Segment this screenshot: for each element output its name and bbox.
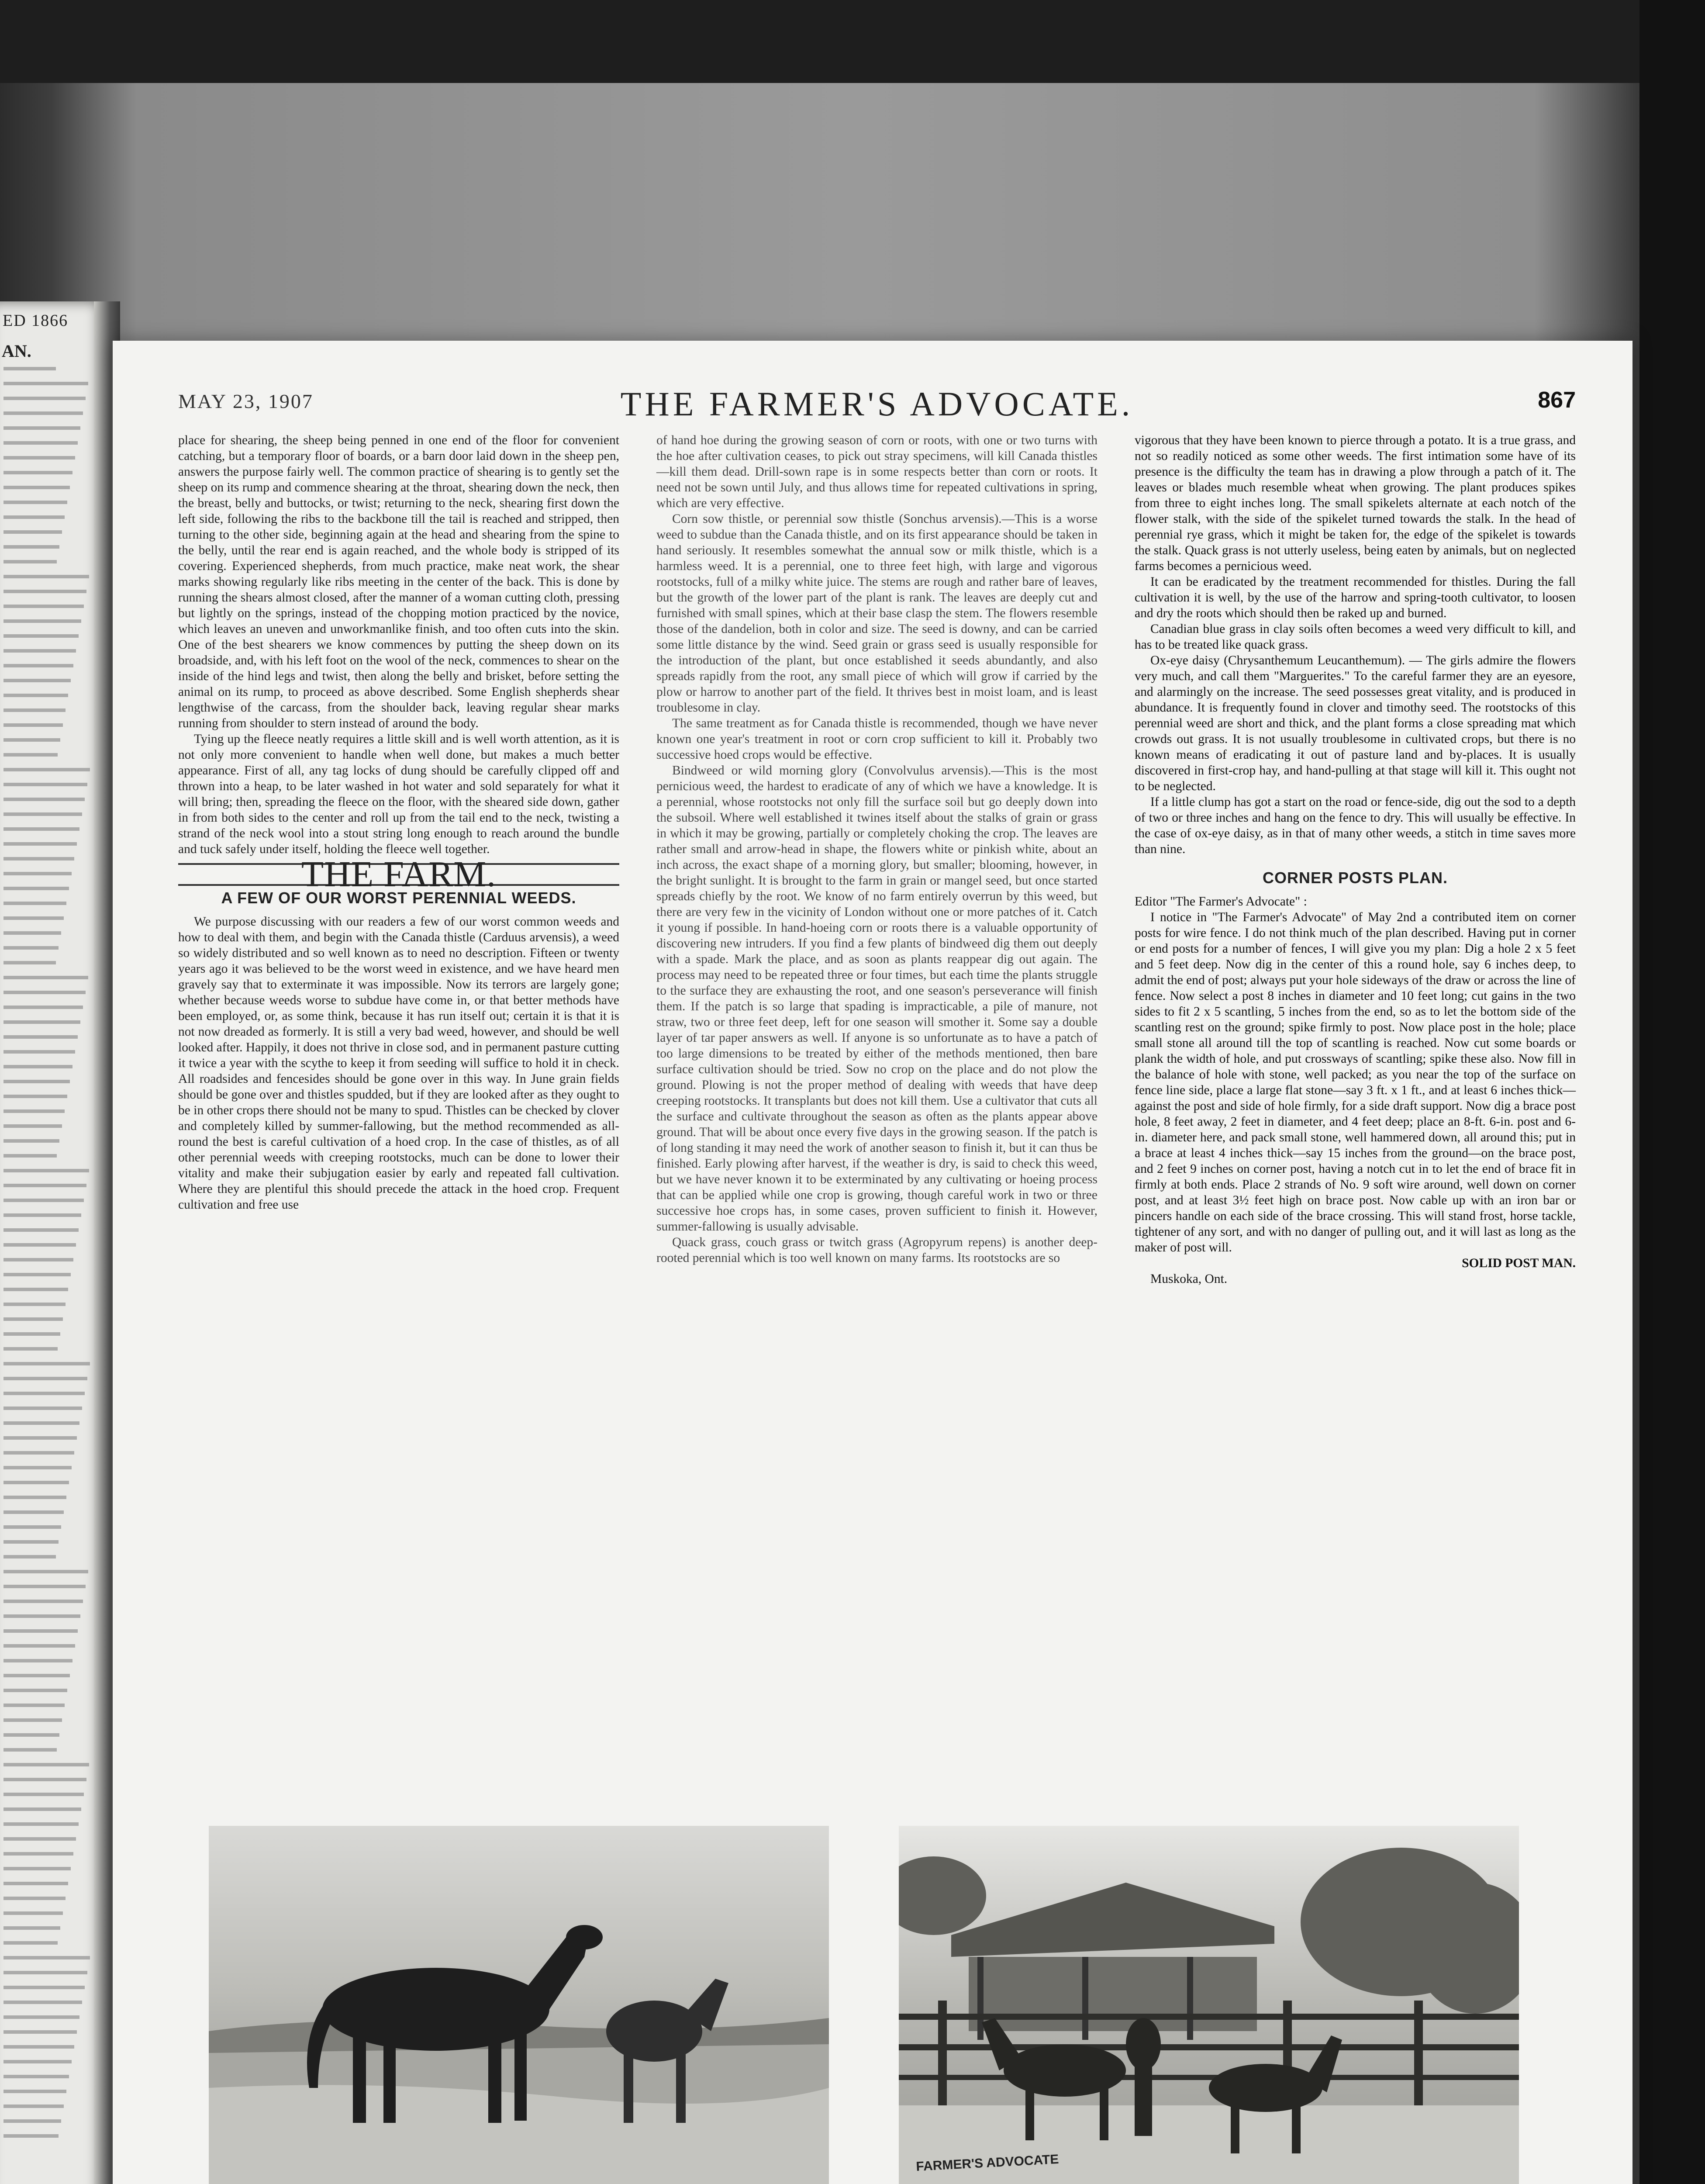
facing-page-text-line <box>3 1882 68 1885</box>
facing-page-text-line <box>3 367 56 370</box>
facing-page-text-line <box>3 1659 72 1662</box>
facing-page-text-line <box>3 1199 84 1202</box>
facing-page-text-line <box>3 872 72 875</box>
facing-page-text-line <box>3 1377 87 1380</box>
facing-page-text-line <box>3 2060 72 2063</box>
facing-page-text-line <box>3 1109 65 1113</box>
facing-page-text-line <box>3 486 70 489</box>
facing-page-text-line <box>3 1763 89 1766</box>
facing-page-text-line <box>3 1303 66 1306</box>
scan-right-edge <box>1639 0 1705 2184</box>
facing-page-text-line <box>3 1570 88 1573</box>
facing-page-text-line <box>3 738 60 742</box>
facing-page-text-line <box>3 1793 84 1796</box>
facing-page-text-line <box>3 1466 72 1469</box>
facing-page-text-line <box>3 1020 80 1024</box>
alberta-hackneys-photo <box>209 1826 829 2184</box>
facing-page-text-line <box>3 1317 63 1321</box>
facing-page-text-line <box>3 1926 60 1930</box>
facing-page-text-line <box>3 1496 66 1499</box>
facing-page-text-line <box>3 1169 89 1172</box>
facing-page-text-line <box>3 1644 75 1648</box>
facing-page-header: ED 1866 <box>3 311 69 330</box>
facing-page-text-line <box>3 2090 66 2093</box>
facing-page-text-line <box>3 1911 63 1915</box>
newspaper-page <box>113 341 1633 2184</box>
facing-page-text-line <box>3 1733 59 1737</box>
blue-grass-paragraph: Canadian blue grass in clay soils often becomes a weed very difficult to kill, and has to be treated like quack grass. <box>1135 622 1576 652</box>
facing-page-text-line <box>3 1837 76 1841</box>
facing-page-title: AN. <box>2 341 31 361</box>
facing-page-text-line <box>3 619 81 623</box>
facing-page-text-line <box>3 768 90 771</box>
eradication-paragraph: It can be eradicated by the treatment recommended for thistles. During the fall cultivation it is well, by the use of the harrow and spring-tooth cultivator, to loosen and dry the roots which should then be raked up and burned. <box>1135 575 1576 620</box>
facing-page-text-line <box>3 634 79 638</box>
facing-page-text-line <box>3 902 66 905</box>
facing-page-text-line <box>3 545 59 549</box>
corner-posts-heading: CORNER POSTS PLAN. <box>1262 869 1448 887</box>
photo-watermark: FARMER'S ADVOCATE <box>915 2152 1060 2174</box>
issue-date: MAY 23, 1907 <box>178 390 314 412</box>
clump-paragraph: If a little clump has got a start on the road or fence-side, dig out the sod to a depth of two or three inches and hang on the fence to dry. This will usually be effective. In the case of ox-eye daisy, as in that of many other weeds, a stitch in time saves more than nine. <box>1135 795 1576 856</box>
page-number: 867 <box>1538 387 1576 413</box>
facing-page-text-line <box>3 1897 66 1900</box>
facing-page-text-line <box>3 1941 58 1945</box>
facing-page-text-line <box>3 471 72 474</box>
facing-page-text-line <box>3 1674 70 1677</box>
facing-page-text-line <box>3 1525 61 1529</box>
weeds-intro-paragraph: We purpose discussing with our readers a few of our worst common weeds and how to deal with them, and begin with the Canada thistle (Carduus arvensis), a weed so widely distributed and so well known as to need no description. Fifteen or twenty years ago it was believed to be the worst weed in existence, and we have heard men gravely say that to exterminate it was impossible. Now its terrors are largely gone; whether because weeds worse to subdue have come in, or that better methods have been employed, or, as some think, because it has run itself out; certain it is that it is not now dreaded as formerly. It is still a very bad weed, however, and should be well looked after. Happily, it does not thrive in close sod, and in permanent pasture cutting it twice a year with the scythe to keep it from seeding will suffice to hold it in check. All roadsides and fencesides should be gone over in this way. In June grain fields should be gone over and thistles spudded, but if they are looked after as they ought to be in other crops there should not be many to spud. Thistles can be checked by clover and completely killed by summer-fallowing, but the method recommended as all-round the best is careful cultivation of a hoed crop. In the case of thistles, as of all other perennial weeds with creeping rootstocks, much can be done to lower their vitality and make their subjugation easier by early and repeated fall cultivation. Where they are plentiful this should precede the attack in the hoed crop. Frequent cultivation and free use <box>178 915 619 1212</box>
facing-page-text-line <box>3 783 87 786</box>
facing-page-text-line <box>3 1718 62 1722</box>
facing-page-text-line <box>3 1807 81 1811</box>
facing-page-text-line <box>3 827 79 831</box>
facing-page-text-line <box>3 1406 82 1410</box>
facing-page-text-line <box>3 1006 83 1009</box>
facing-page-text-line <box>3 1080 70 1083</box>
masthead-title: THE FARMER'S ADVOCATE. <box>620 385 1134 423</box>
column-2 <box>656 432 1098 1266</box>
facing-page-text-line <box>3 441 78 445</box>
photo-row <box>178 1826 1576 2184</box>
facing-page-text-line <box>3 530 62 534</box>
facing-page-text-line <box>3 2134 59 2138</box>
facing-page-text-line <box>3 1822 79 1826</box>
facing-page-text-line <box>3 664 73 667</box>
facing-page-text-line <box>3 1288 68 1291</box>
quack-grass-continued: vigorous that they have been known to pierce through a potato. It is a true grass, and not so readily noticed as some other weeds. The first intimation some have of its presence is the difficulty the team has in drawing a plow through a patch of it. The leaves or blades much resemble wheat when growing. The plant produces spikes from three to eight inches long. The small spikelets alternate at each notch of the flower stalk, with the side of the spikelet turned towards the stalk. In the head of perennial rye grass, which it might be taken for, the edge of the spikelet is towards the stalk. Quack grass is not utterly useless, being eaten by animals, but on neglected farms becomes a pernicious weed. <box>1135 433 1576 573</box>
ranch-hackneys-photo <box>899 1826 1519 2184</box>
facing-page-text-line <box>3 1986 85 1989</box>
facing-page-text-line <box>3 2030 77 2034</box>
facing-page-text-line <box>3 2001 82 2004</box>
facing-page-text-line <box>3 1585 86 1588</box>
column-3 <box>1135 432 1576 1287</box>
facing-page-text-line <box>3 931 61 935</box>
facing-page-text-line <box>3 694 68 697</box>
facing-page-text-line <box>3 1704 65 1707</box>
weeds-article-heading: A FEW OF OUR WORST PERENNIAL WEEDS. <box>221 889 576 907</box>
facing-page-text-line <box>3 411 83 415</box>
facing-page-text-line <box>3 1436 77 1440</box>
facing-page-text-line <box>3 857 74 860</box>
facing-page-text-line <box>3 1273 71 1276</box>
facing-page-text-line <box>3 842 77 846</box>
treatment-paragraph: The same treatment as for Canada thistle is recommended, though we have never known one year's treatment in root or corn crop sufficient to kill it. Probably two successive hoed crops would be effective. <box>656 716 1098 762</box>
facing-page-text-line <box>3 2045 74 2049</box>
facing-page-text-line <box>3 1213 81 1217</box>
facing-page-text-line <box>3 1139 59 1143</box>
section-title-the-farm: THE FARM. <box>178 863 619 886</box>
facing-page-text-line <box>3 1971 87 1974</box>
hoe-paragraph: of hand hoe during the growing season of corn or roots, with one or two turns with the hoe after cultivation ceases, to pick out stray specimens, will kill Canada thistles—kill them dead. Drill-sown rape is in some respects better than corn or roots. It need not be sown until July, and thus allows time for repeated cultivations in spring, which are very effective. <box>656 433 1098 510</box>
facing-page-text-line <box>3 501 67 504</box>
facing-page-text-line <box>3 753 58 757</box>
facing-page-text-line <box>3 605 84 608</box>
ox-eye-daisy-paragraph: Ox-eye daisy (Chrysanthemum Leucanthemum). — The girls admire the flowers very much, and call them "Marguerites." To the careful farmer they are an eyesore, and alarmingly on the increase. The seed possesses great vitality, and is produced in abundance. It is frequently found in clover and timothy seed. The rootstocks of this perennial weed are short and thick, and the plant forms a close spreading mat which crowds out grass. It is not usually troublesome in cultivated crops, but there is no known means of eradicating it out of pasture land and by-places. It is usually discovered in first-crop hay, and hand-pulling at that stage will kill it. This ought not to be neglected. <box>1135 653 1576 793</box>
facing-page-text-line <box>3 976 88 979</box>
facing-page-text-line <box>3 1451 74 1455</box>
facing-page-text-line <box>3 2075 69 2078</box>
facing-page-text-line <box>3 560 57 563</box>
facing-page-text-line <box>3 1362 90 1365</box>
facing-page-text-line <box>3 1392 85 1395</box>
facing-page-text-line <box>3 426 80 430</box>
facing-page-text-line <box>3 1095 67 1098</box>
facing-page-text-line <box>3 916 64 920</box>
facing-page-text-line <box>3 1748 57 1752</box>
facing-page-text-line <box>3 679 71 682</box>
facing-page-text-line <box>3 382 88 385</box>
facing-page-text-line <box>3 2105 64 2108</box>
facing-page-text-line <box>3 1555 56 1559</box>
facing-page-text-line <box>3 397 86 400</box>
facing-page-text-line <box>3 2015 79 2019</box>
facing-page <box>0 301 109 2184</box>
facing-page-text-line <box>3 887 69 890</box>
facing-page-text-line <box>3 1867 71 1870</box>
facing-page-text-line <box>3 2119 61 2123</box>
column-1 <box>178 432 619 1213</box>
facing-page-text-line <box>3 1154 57 1158</box>
facing-page-text-line <box>3 456 75 460</box>
scan-top-edge <box>0 0 1705 83</box>
corner-posts-letter: I notice in "The Farmer's Advocate" of May 2nd a contributed item on corner posts for wire fence. I do not think much of the plan described. Having put in corner or end posts for a number of fences, I will give you my plan: Dig a hole 2 x 5 feet and 5 feet deep. Now dig in the center of this a round hole, say 6 inches deep, to admit the end of post; always put your hole sideways of the draw or across the line of fence. Now select a post 8 inches in diameter and 10 feet long; cut gains in the two sides to fit 2 x 5 scantling, 5 inches from the end, so as to let the bottom side of the scantling rest on the ground; spike firmly to post. Now place post in the hole; place small stone all around till the top of scantling is reached. Now cut some boards or plank the width of hole, and put crossways of scantling; spike these also. Now fill in the balance of hole with stone, well packed; as you near the top of the surface on fence line side, place a large flat stone—say 3 ft. x 1 ft., and at least 6 inches thick—against the post and side of hole firmly, for a side draft support. Now dig a brace post hole, 8 feet away, 2 feet in diameter, and 4 feet deep; place an 8-ft. 6-in. post and 6-in. diameter here, and pack small stone, well hammered down, all around this; put in a brace at least 4 inches thick—say 15 inches from the ground—on the brace post, and 2 feet 9 inches on corner post, having a notch cut in to let the end of brace fit in firmly at both ends. Place 2 strands of No. 9 soft wire around, well down on corner post, and at least 3½ feet high on brace post. Now cable up with an iron bar or pincers handle on each side of the brace crossing. This will stand frost, horse tackle, tightener of any sort, and with no danger of pulling out, and it will last as long as the maker of post will. <box>1135 910 1576 1254</box>
bindweed-paragraph: Bindweed or wild morning glory (Convolvulus arvensis).—This is the most pernicious weed, the hardest to eradicate of any of which we have a knowledge. It is a perennial, whose rootstocks not only fill the surface soil but go deeply down into the subsoil. Where well established it twines itself about the stalks of grain or grass in which it may be growing, partially or completely choking the crop. The leaves are rather small and arrow-head in shape, the flowers white or pinkish white, about an inch across, the exact shape of a morning glory, but smaller; blooming, however, in the bright sunlight. It is brought to the farm in grain or mangel seed, but once started spreads chiefly by the root. We know of no farm entirely overrun by this weed, but there are very few in the vicinity of London without one or more patches of it. Catch it young if possible. In hand-hoeing corn or roots there is a valuable opportunity of discovering new intruders. If you find a few plants of bindweed dig them out deeply with a spade. Mark the place, and as soon as plants reappear dig out again. The process may need to be repeated three or four times, but each time the plants struggle to the surface they are exhausting the root, and one season's perseverance will finish them. If the patch is so large that spading is impracticable, a pile of manure, not straw, two or three feet deep, left for one season will smother it. Some say a double layer of tar paper answers as well. If anyone is so unfortunate as to have a patch of too large dimensions to be treated by either of the methods mentioned, then bare surface cultivation should be tried. Sow no crop on the place and do not plow the ground. Plowing is not the proper method of dealing with weeds that have deep creeping rootstocks. It transplants but does not kill them. Use a cultivator that cuts all the surface and cultivate throughout the season as often as the plants appear above ground. That will be about once every five days in the growing season. If the patch is of long standing it may need the work of another season to finish it, but it can thus be finished. Early plowing after harvest, if the weather is dry, is said to check this weed, but we have never known it to be exterminated by any cultivating or hoeing process that can be applied while one crop is growing, though careful work in two or three successive hoe crops has, in some cases, proven sufficient to finish it. However, summer-fallowing is usually advisable. <box>656 764 1098 1234</box>
letter-dateline: Muskoka, Ont. <box>1150 1272 1228 1286</box>
facing-page-text-line <box>3 798 85 801</box>
page-header <box>178 380 1576 423</box>
facing-page-text-line <box>3 1347 58 1351</box>
fleece-paragraph: Tying up the fleece neatly requires a little skill and is well worth attention, as it is not only more convenient to handle when well done, but makes a much better appearance. First of all, any tag locks of dung should be carefully clipped off and thrown into a heap, to be later washed in hot water and sold separately for what it will bring; then, spreading the fleece on the floor, with the sheared side down, gather in from both sides to the center and roll up from the tail end to the neck, twisting a strand of the neck wool into a stout string long enough to reach around the bundle and tuck safely under itself, holding the fleece well together. <box>178 732 619 856</box>
facing-page-text-line <box>3 1614 80 1618</box>
facing-page-text-line <box>3 708 66 712</box>
facing-page-text-line <box>3 590 86 593</box>
facing-page-text-line <box>3 946 59 950</box>
facing-page-text-line <box>3 1956 90 1959</box>
letter-salutation: Editor "The Farmer's Advocate" : <box>1135 895 1307 909</box>
facing-page-text-line <box>3 1228 79 1232</box>
sow-thistle-paragraph: Corn sow thistle, or perennial sow thistle (Sonchus arvensis).—This is a worse weed to subdue than the Canada thistle, and on its first appearance should be taken in hand seriously. It resembles somewhat the annual sow or milk thistle, which is a harmless weed. It is a perennial, one to three feet high, with large and vigorous rootstocks, full of a milky white juice. The stems are rough and rather bare of leaves, but the growth of the lower part of the plant is rank. The leaves are deeply cut and furnished with small spines, which at their base clasp the stem. The flowers resemble those of the dandelion, both in color and size. The seed is downy, and can be carried some little distance by the wind. Seed grain or grass seed is usually responsible for the introduction of the plant, but once established it seeds abundantly, and also spreads rapidly from the root, any small piece of which will grow if carried by the plow or harrow to another part of the field. It thrives best in moist loam, and is least troublesome in clay. <box>656 512 1098 715</box>
facing-page-text-line <box>3 1243 76 1247</box>
facing-page-text-line <box>3 961 56 964</box>
facing-page-text-line <box>3 1778 86 1781</box>
shearing-paragraph: place for shearing, the sheep being penned in one end of the floor for convenient catching, but a temporary floor of boards, or a barn door laid down in the sheep pen, answers the purpose fairly well. The common practice of shearing is to gently set the sheep on its rump and commence shearing at the throat, shearing down the neck, then the breast, belly and buttocks, or twist; returning to the neck, shearing first down the left side, following the ribs to the backbone till the tail is reached and stripped, then turning to the other side, beginning again at the head and shearing from the spine to the belly, until the rear end is again reached, and the whole body is stripped of its covering. Experienced shepherds, from much practice, make neat work, the shear marks showing regularly like ribs meeting in the center of the back. This is done by running the shears almost closed, after the manner of a woman cutting cloth, pressing but lightly on the springs, instead of the chopping motion practiced by the novice, which leaves an uneven and unworkmanlike finish, and too often cuts into the skin. One of the best shearers we know commences by putting the sheep down on its broadside, and, with his left foot on the wool of the neck, commences to shear on the inside of the hind legs and twist, then along the belly and brisket, before setting the animal on its rump, to proceed as above described. Some English shepherds shear lengthwise of the carcass, from the shoulder back, leaving regular shear marks running from shoulder to stern instead of around the body. <box>178 433 619 730</box>
letter-signature: SOLID POST MAN. <box>1462 1256 1576 1270</box>
facing-page-text-line <box>3 812 82 816</box>
facing-page-text-line <box>3 649 76 653</box>
facing-page-text-line <box>3 1421 79 1425</box>
facing-page-text-line <box>3 1689 67 1692</box>
facing-page-text-line <box>3 991 86 994</box>
facing-page-text-line <box>3 1629 78 1633</box>
facing-page-text-line <box>3 723 63 727</box>
facing-page-text-line <box>3 1035 78 1039</box>
facing-page-text-line <box>3 1258 73 1261</box>
facing-page-text-line <box>3 575 89 578</box>
facing-page-text-line <box>3 1510 64 1514</box>
facing-page-text-line <box>3 1124 62 1128</box>
facing-page-text-line <box>3 1332 60 1336</box>
quack-grass-paragraph: Quack grass, couch grass or twitch grass (Agropyrum repens) is another deep-rooted perennial which is too well known on many farms. Its rootstocks are so <box>656 1235 1098 1265</box>
facing-page-text-line <box>3 1600 83 1603</box>
facing-page-text <box>3 367 91 2149</box>
facing-page-text-line <box>3 1050 75 1054</box>
facing-page-text-line <box>3 1481 69 1484</box>
facing-page-text-line <box>3 1065 72 1068</box>
facing-page-text-line <box>3 515 65 519</box>
facing-page-text-line <box>3 1852 73 1856</box>
facing-page-text-line <box>3 1184 86 1187</box>
facing-page-text-line <box>3 1540 59 1544</box>
